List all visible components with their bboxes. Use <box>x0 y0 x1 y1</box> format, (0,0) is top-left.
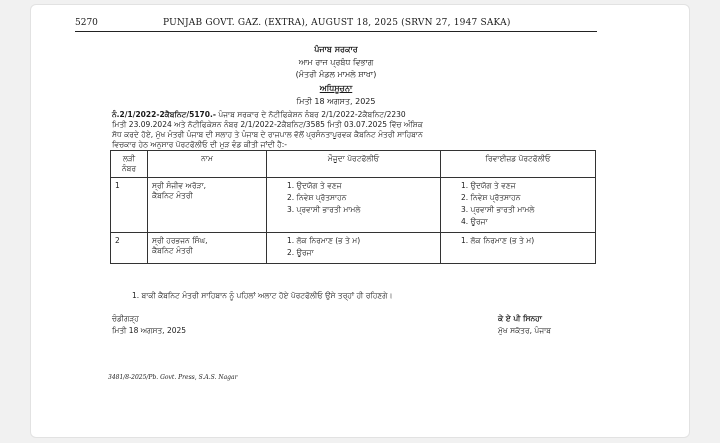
reference-number: ਨੰ.2/1/2022-2ਕੈਬਨਿਟ/5170.- <box>112 110 216 119</box>
col-header-name: ਨਾਮ <box>148 151 267 178</box>
footer-place: ਚੰਡੀਗੜ੍ਹ <box>112 314 139 323</box>
list-item: 2. ਨਿਵੇਸ਼ ਪ੍ਰੋਤਸਾਹਨ <box>461 193 521 202</box>
list-item: 1. ਲੋਕ ਨਿਰਮਾਣ (ਭ ਤੇ ਮ) <box>287 236 361 245</box>
list-item: 1. ਲੋਕ ਨਿਰਮਾਣ (ਭ ਤੇ ਮ) <box>461 236 535 245</box>
col-header-current: ਮੌਜੂਦਾ ਪੋਰਟਫੋਲੀਓ <box>267 151 441 178</box>
notification-body <box>112 110 592 150</box>
col-header-revised: ਰਿਵਾਈਜ਼ਡ ਪੋਰਟਫੋਲੀਓ <box>441 151 596 178</box>
list-item: 1. ਉਦਯੋਗ ਤੇ ਵਣਜ <box>461 181 516 190</box>
col-header-serial: ਲੜੀ ਨੰਬਰ <box>111 151 148 178</box>
serial-cell: 1 <box>111 178 148 233</box>
revised-portfolio-cell <box>441 233 596 264</box>
footer-date: ਮਿਤੀ 18 ਅਗਸਤ, 2025 <box>112 326 187 335</box>
press-imprint: 3481/8-2025/Pb. Govt. Press, S.A.S. Nagar <box>108 374 238 381</box>
body-line-4: ਵਿਚਕਾਰ ਹੇਠ ਅਨੁਸਾਰ ਪੋਰਟਫੋਲੀਓ ਦੀ ਮੁੜ ਵੰਡ ਕੀਤੀ ਜਾਂਦੀ ਹੈ:- <box>112 140 288 149</box>
govt-name: ਪੰਜਾਬ ਸਰਕਾਰ <box>314 45 358 54</box>
header-divider <box>75 31 597 32</box>
serial-cell: 2 <box>111 233 148 264</box>
notification-title: ਅਧਿਸੂਚਨਾ <box>319 84 353 93</box>
list-item: 1. ਉਦਯੋਗ ਤੇ ਵਣਜ <box>287 181 342 190</box>
gazette-title: PUNJAB GOVT. GAZ. (EXTRA), AUGUST 18, 2025 (SRVN 27, 1947 SAKA) <box>163 18 511 28</box>
revised-portfolio-cell <box>441 178 596 233</box>
footnote: 1. ਬਾਕੀ ਕੈਬਨਿਟ ਮੰਤਰੀ ਸਾਹਿਬਾਨ ਨੂੰ ਪਹਿਲਾਂ ਅਲਾਟ ਹੋਏ ਪੋਰਟਫੋਲੀਓ ਉਸੇ ਤਰ੍ਹਾਂ ਹੀ ਰਹਿਣਗੇ। <box>132 291 393 300</box>
minister-name: ਸ੍ਰੀ ਹਰਭਜਨ ਸਿੰਘ, <box>152 236 208 245</box>
minister-name: ਸ੍ਰੀ ਸੰਜੀਵ ਅਰੋੜਾ, <box>152 181 207 190</box>
minister-designation: ਕੈਬਨਿਟ ਮੰਤਰੀ <box>152 191 193 200</box>
page-number: 5270 <box>75 18 98 28</box>
portfolio-table <box>110 150 596 264</box>
minister-designation: ਕੈਬਨਿਟ ਮੰਤਰੀ <box>152 246 193 255</box>
table-row <box>111 178 596 233</box>
signatory-name: ਕੇ ਏ ਪੀ ਸਿਨਹਾ <box>498 314 542 323</box>
list-item: 3. ਪ੍ਰਵਾਸੀ ਭਾਰਤੀ ਮਾਮਲੇ <box>461 205 535 214</box>
notification-date: ਮਿਤੀ 18 ਅਗਸਤ, 2025 <box>296 97 376 106</box>
branch-name: (ਮੰਤਰੀ ਮੰਡਲ ਮਾਮਲੇ ਸ਼ਾਖਾ) <box>295 70 377 79</box>
list-item: 4. ਊਰਜਾ <box>461 217 488 226</box>
department-name: ਆਮ ਰਾਜ ਪ੍ਰਬੰਧ ਵਿਭਾਗ <box>298 58 374 67</box>
list-item: 2. ਨਿਵੇਸ਼ ਪ੍ਰੋਤਸਾਹਨ <box>287 193 347 202</box>
signatory-designation: ਮੁੱਖ ਸਕੱਤਰ, ਪੰਜਾਬ <box>498 326 551 335</box>
name-cell <box>148 233 267 264</box>
current-portfolio-cell <box>267 178 441 233</box>
body-line-1: ਪੰਜਾਬ ਸਰਕਾਰ ਦੇ ਨੋਟੀਫਿਕੇਸ਼ਨ ਨੰਬਰ 2/1/2022-2ਕੈਬਨਿਟ/2230 <box>215 110 406 119</box>
table-header-row <box>111 151 596 178</box>
table-row <box>111 233 596 264</box>
name-cell <box>148 178 267 233</box>
current-portfolio-cell <box>267 233 441 264</box>
body-line-3: ਸੋਧ ਕਰਦੇ ਹੋਏ, ਮੁੱਖ ਮੰਤਰੀ ਪੰਜਾਬ ਦੀ ਸਲਾਹ ਤੇ ਪੰਜਾਬ ਦੇ ਰਾਜਪਾਲ ਵੱਲੋਂ ਪ੍ਰਸੰਨਤਾਪੂਰਵਕ ਕੈਬਨਿਟ ਮੰਤਰੀ ਸਾਹਿਬਾਨ <box>112 130 423 139</box>
body-line-2: ਮਿਤੀ 23.09.2024 ਅਤੇ ਨੋਟੀਫਿਕੇਸ਼ਨ ਨੰਬਰ 2/1/2022-2ਕੈਬਨਿਟ/3585 ਮਿਤੀ 03.07.2025 ਵਿੱਚ ਅੰਸ਼ਿਕ <box>112 120 423 129</box>
list-item: 3. ਪ੍ਰਵਾਸੀ ਭਾਰਤੀ ਮਾਮਲੇ <box>287 205 361 214</box>
list-item: 2. ਊਰਜਾ <box>287 248 314 257</box>
